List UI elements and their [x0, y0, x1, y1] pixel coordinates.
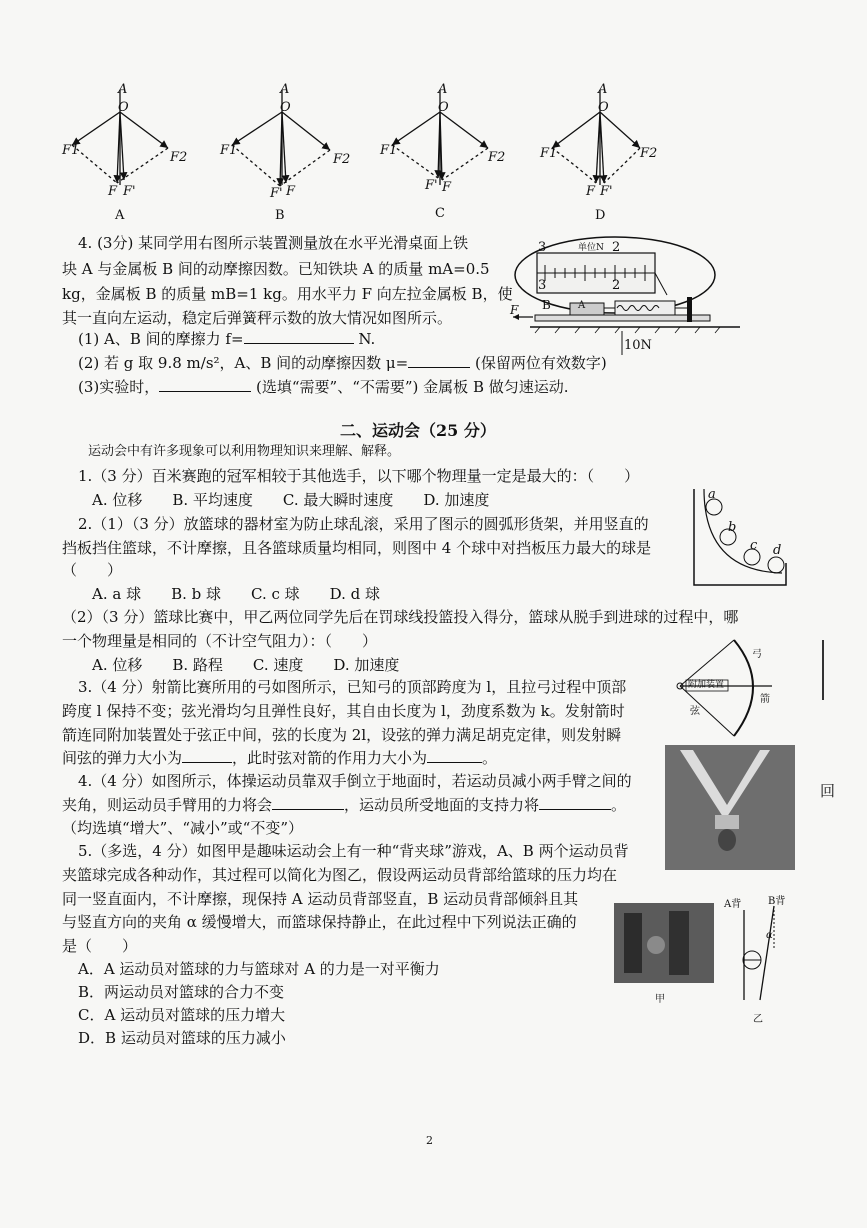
label-d-f2: F2: [640, 146, 658, 161]
margin-bar: [822, 640, 824, 700]
label-c-f: F: [442, 180, 452, 195]
ten-newton-label: 10N: [624, 338, 652, 353]
s2q5-line1: 5.（多选，4 分）如图甲是趣味运动会上有一种“背夹球”游戏，A、B 两个运动员背: [78, 842, 629, 860]
s2q2-line1: 2.（1）（3 分）放篮球的器材室为防止球乱滚，采用了图示的圆弧形货架，并用竖直的: [78, 515, 649, 533]
scale-label-2-top: 2: [612, 240, 621, 255]
bow-label: 弓: [752, 649, 762, 660]
b-back-label: B背: [768, 896, 786, 907]
s2q3-line2: 跨度 l 保持不变；弦光滑均匀且弹性良好，其自由长度为 l，劲度系数为 k。发射箭时: [62, 702, 625, 720]
q4-part1-text: (1) A、B 间的摩擦力 f=: [78, 330, 244, 348]
s2q5-option-d[interactable]: D．B 运动员对篮球的压力减小: [78, 1029, 286, 1047]
ball-c-label: c: [750, 538, 758, 553]
margin-mark: 回: [820, 782, 836, 800]
q4-part1: [78, 328, 375, 350]
label-b-o: O: [280, 100, 291, 115]
gymnast-photo: [665, 745, 795, 870]
s2q4-line1: 4.（4 分）如图所示，体操运动员靠双手倒立于地面时，若运动员减小两手臂之间的: [78, 772, 632, 790]
s2q2p2-line2: 一个物理量是相同的（不计空气阻力）：（ ）: [62, 632, 378, 650]
ball-a-label: a: [708, 487, 716, 502]
back-clamp-photo: [614, 903, 714, 983]
q4-line1: 4. (3分) 某同学用右图所示装置测量放在水平光滑桌面上铁: [78, 234, 469, 252]
q4-part3-end: (选填“需要”、“不需要”) 金属板 B 做匀速运动.: [256, 378, 569, 396]
q4-answer-blank-2[interactable]: [408, 367, 470, 368]
s2q3-line3: 箭连同附加装置处于弦正中间，弦的长度为 2l，设弦的弹力满足胡克定律，则发射瞬: [62, 726, 622, 744]
s2q2p2-line1: （2）（3 分）篮球比赛中，甲乙两位同学先后在罚球线投篮投入得分，篮球从脱手到进球的过程中，哪: [62, 608, 739, 626]
arrow-label: 箭: [760, 694, 770, 705]
s2q4-line2a: 夹角，则运动员手臂用的力将会: [62, 796, 273, 814]
s2q2-options: A. a 球 B. b 球 C. c 球 D. d 球: [92, 585, 381, 603]
label-d-f: F: [586, 184, 596, 199]
s2q2p2-options: A. 位移 B. 路程 C. 速度 D. 加速度: [92, 656, 400, 674]
s2q2-line3: （ ）: [62, 561, 123, 579]
ball-shelf-figure: [690, 485, 790, 590]
s2q3-line4b: ，此时弦对箭的作用力大小为: [232, 749, 428, 767]
label-b-fp: F': [270, 186, 283, 201]
s2q5-line2: 夹篮球完成各种动作，其过程可以简化为图乙，假设两运动员背部给篮球的压力均在: [62, 866, 618, 884]
label-c-o: O: [438, 100, 449, 115]
alpha-label: α: [766, 930, 773, 941]
s2q3-answer-blank-2[interactable]: [427, 762, 482, 763]
s2q4-answer-blank-2[interactable]: [539, 809, 611, 810]
fig-jia-label: 甲: [655, 994, 665, 1005]
s2q5-line5: 是（ ）: [62, 937, 138, 955]
q4-line3: kg，金属板 B 的质量 mB=1 kg。用水平力 F 向左拉金属板 B，使: [62, 285, 513, 303]
scale-label-3-left: 3: [538, 240, 547, 255]
s2q5-option-c[interactable]: C．A 运动员对篮球的压力增大: [78, 1006, 286, 1024]
label-a-f2: F2: [170, 150, 188, 165]
label-b-f: F: [286, 184, 296, 199]
label-d-f1: F1: [540, 146, 558, 161]
scale-unit-label: 单位N: [578, 243, 604, 253]
label-b-a: A: [280, 82, 290, 97]
s2q5-line4: 与竖直方向的夹角 α 缓慢增大，而篮球保持静止，在此过程中下列说法正确的: [62, 913, 577, 931]
label-b-f1: F1: [220, 143, 238, 158]
s2q3-line4c: 。: [482, 749, 498, 767]
s2q5-option-a[interactable]: A．A 运动员对篮球的力与篮球对 A 的力是一对平衡力: [78, 960, 440, 978]
s2q1-options: A. 位移 B. 平均速度 C. 最大瞬时速度 D. 加速度: [92, 491, 490, 509]
q4-line4: 其一直向左运动，稳定后弹簧秤示数的放大情况如图所示。: [62, 309, 453, 327]
label-d-a: A: [598, 82, 608, 97]
label-a-fp: F': [123, 184, 136, 199]
s2q1-stem: 1.（3 分）百米赛跑的冠军相较于其他选手，以下哪个物理量一定是最大的：（ ）: [78, 467, 640, 485]
option-d-label: D: [595, 208, 606, 223]
section-title: 二、运动会（25 分）: [340, 421, 496, 440]
fig-yi-label: 乙: [753, 1014, 763, 1025]
string-label: 弦: [690, 706, 700, 717]
page-number: 2: [426, 1134, 433, 1147]
label-c-fp: F': [425, 178, 438, 193]
label-a-a: A: [118, 82, 128, 97]
label-a-f: F: [108, 184, 118, 199]
s2q4-line2b: ，运动员所受地面的支持力将: [344, 796, 540, 814]
label-b-f2: F2: [333, 152, 351, 167]
s2q5-option-b[interactable]: B．两运动员对篮球的合力不变: [78, 983, 285, 1001]
label-c-f2: F2: [488, 150, 506, 165]
s2q4-line3: （均选填“增大”、“减小”或“不变”）: [62, 819, 304, 837]
s2q3-line4a: 间弦的弹力大小为: [62, 749, 183, 767]
s2q3-answer-blank-1[interactable]: [182, 762, 232, 763]
s2q4-line2: [62, 794, 626, 816]
s2q4-line2c: 。: [611, 796, 627, 814]
back-clamp-diagram: [730, 900, 790, 1010]
block-a-label: A: [578, 300, 586, 311]
ball-b-label: b: [728, 520, 737, 535]
a-back-label: A背: [724, 899, 742, 910]
label-d-fp: F': [600, 184, 613, 199]
ball-d-label: d: [773, 543, 782, 558]
label-a-o: O: [118, 100, 129, 115]
section-intro: 运动会中有许多现象可以利用物理知识来理解、解释。: [88, 444, 401, 459]
plate-b-label: B: [542, 298, 551, 312]
force-f-label: F: [510, 303, 519, 317]
s2q3-line4: [62, 747, 497, 769]
label-c-f1: F1: [380, 143, 398, 158]
s2q2-line2: 挡板挡住篮球，不计摩擦，且各篮球质量均相同，则图中 4 个球中对挡板压力最大的球是: [62, 539, 652, 557]
option-a-label: A: [115, 208, 125, 223]
diagram-option-d: [552, 90, 640, 185]
s2q4-answer-blank-1[interactable]: [272, 809, 344, 810]
option-c-label: C: [435, 206, 445, 221]
label-d-o: O: [598, 100, 609, 115]
q4-answer-blank-1[interactable]: [244, 343, 354, 344]
scale-label-3-bottom: 3: [538, 278, 547, 293]
label-c-a: A: [438, 82, 448, 97]
label-a-f1: F1: [62, 143, 80, 158]
s2q5-line3: 同一竖直面内，不计摩擦，现保持 A 运动员背部竖直，B 运动员背部倾斜且其: [62, 890, 579, 908]
q4-part2-end: (保留两位有效数字): [475, 354, 607, 372]
option-b-label: B: [275, 208, 285, 223]
q4-answer-blank-3[interactable]: [159, 391, 251, 392]
attach-label: 附加装置: [688, 680, 725, 690]
q4-part3: [78, 376, 569, 398]
q4-part2-text: (2) 若 g 取 9.8 m/s²，A、B 间的动摩擦因数 μ=: [78, 354, 409, 372]
q4-line2: 块 A 与金属板 B 间的动摩擦因数。已知铁块 A 的质量 mA=0.5: [62, 260, 490, 278]
scale-label-2-bottom: 2: [612, 278, 621, 293]
q4-part1-end: N.: [358, 330, 376, 348]
s2q3-line1: 3.（4 分）射箭比赛所用的弓如图所示，已知弓的顶部跨度为 l，且拉弓过程中顶部: [78, 678, 627, 696]
q4-part3-text: (3)实验时，: [78, 378, 160, 396]
